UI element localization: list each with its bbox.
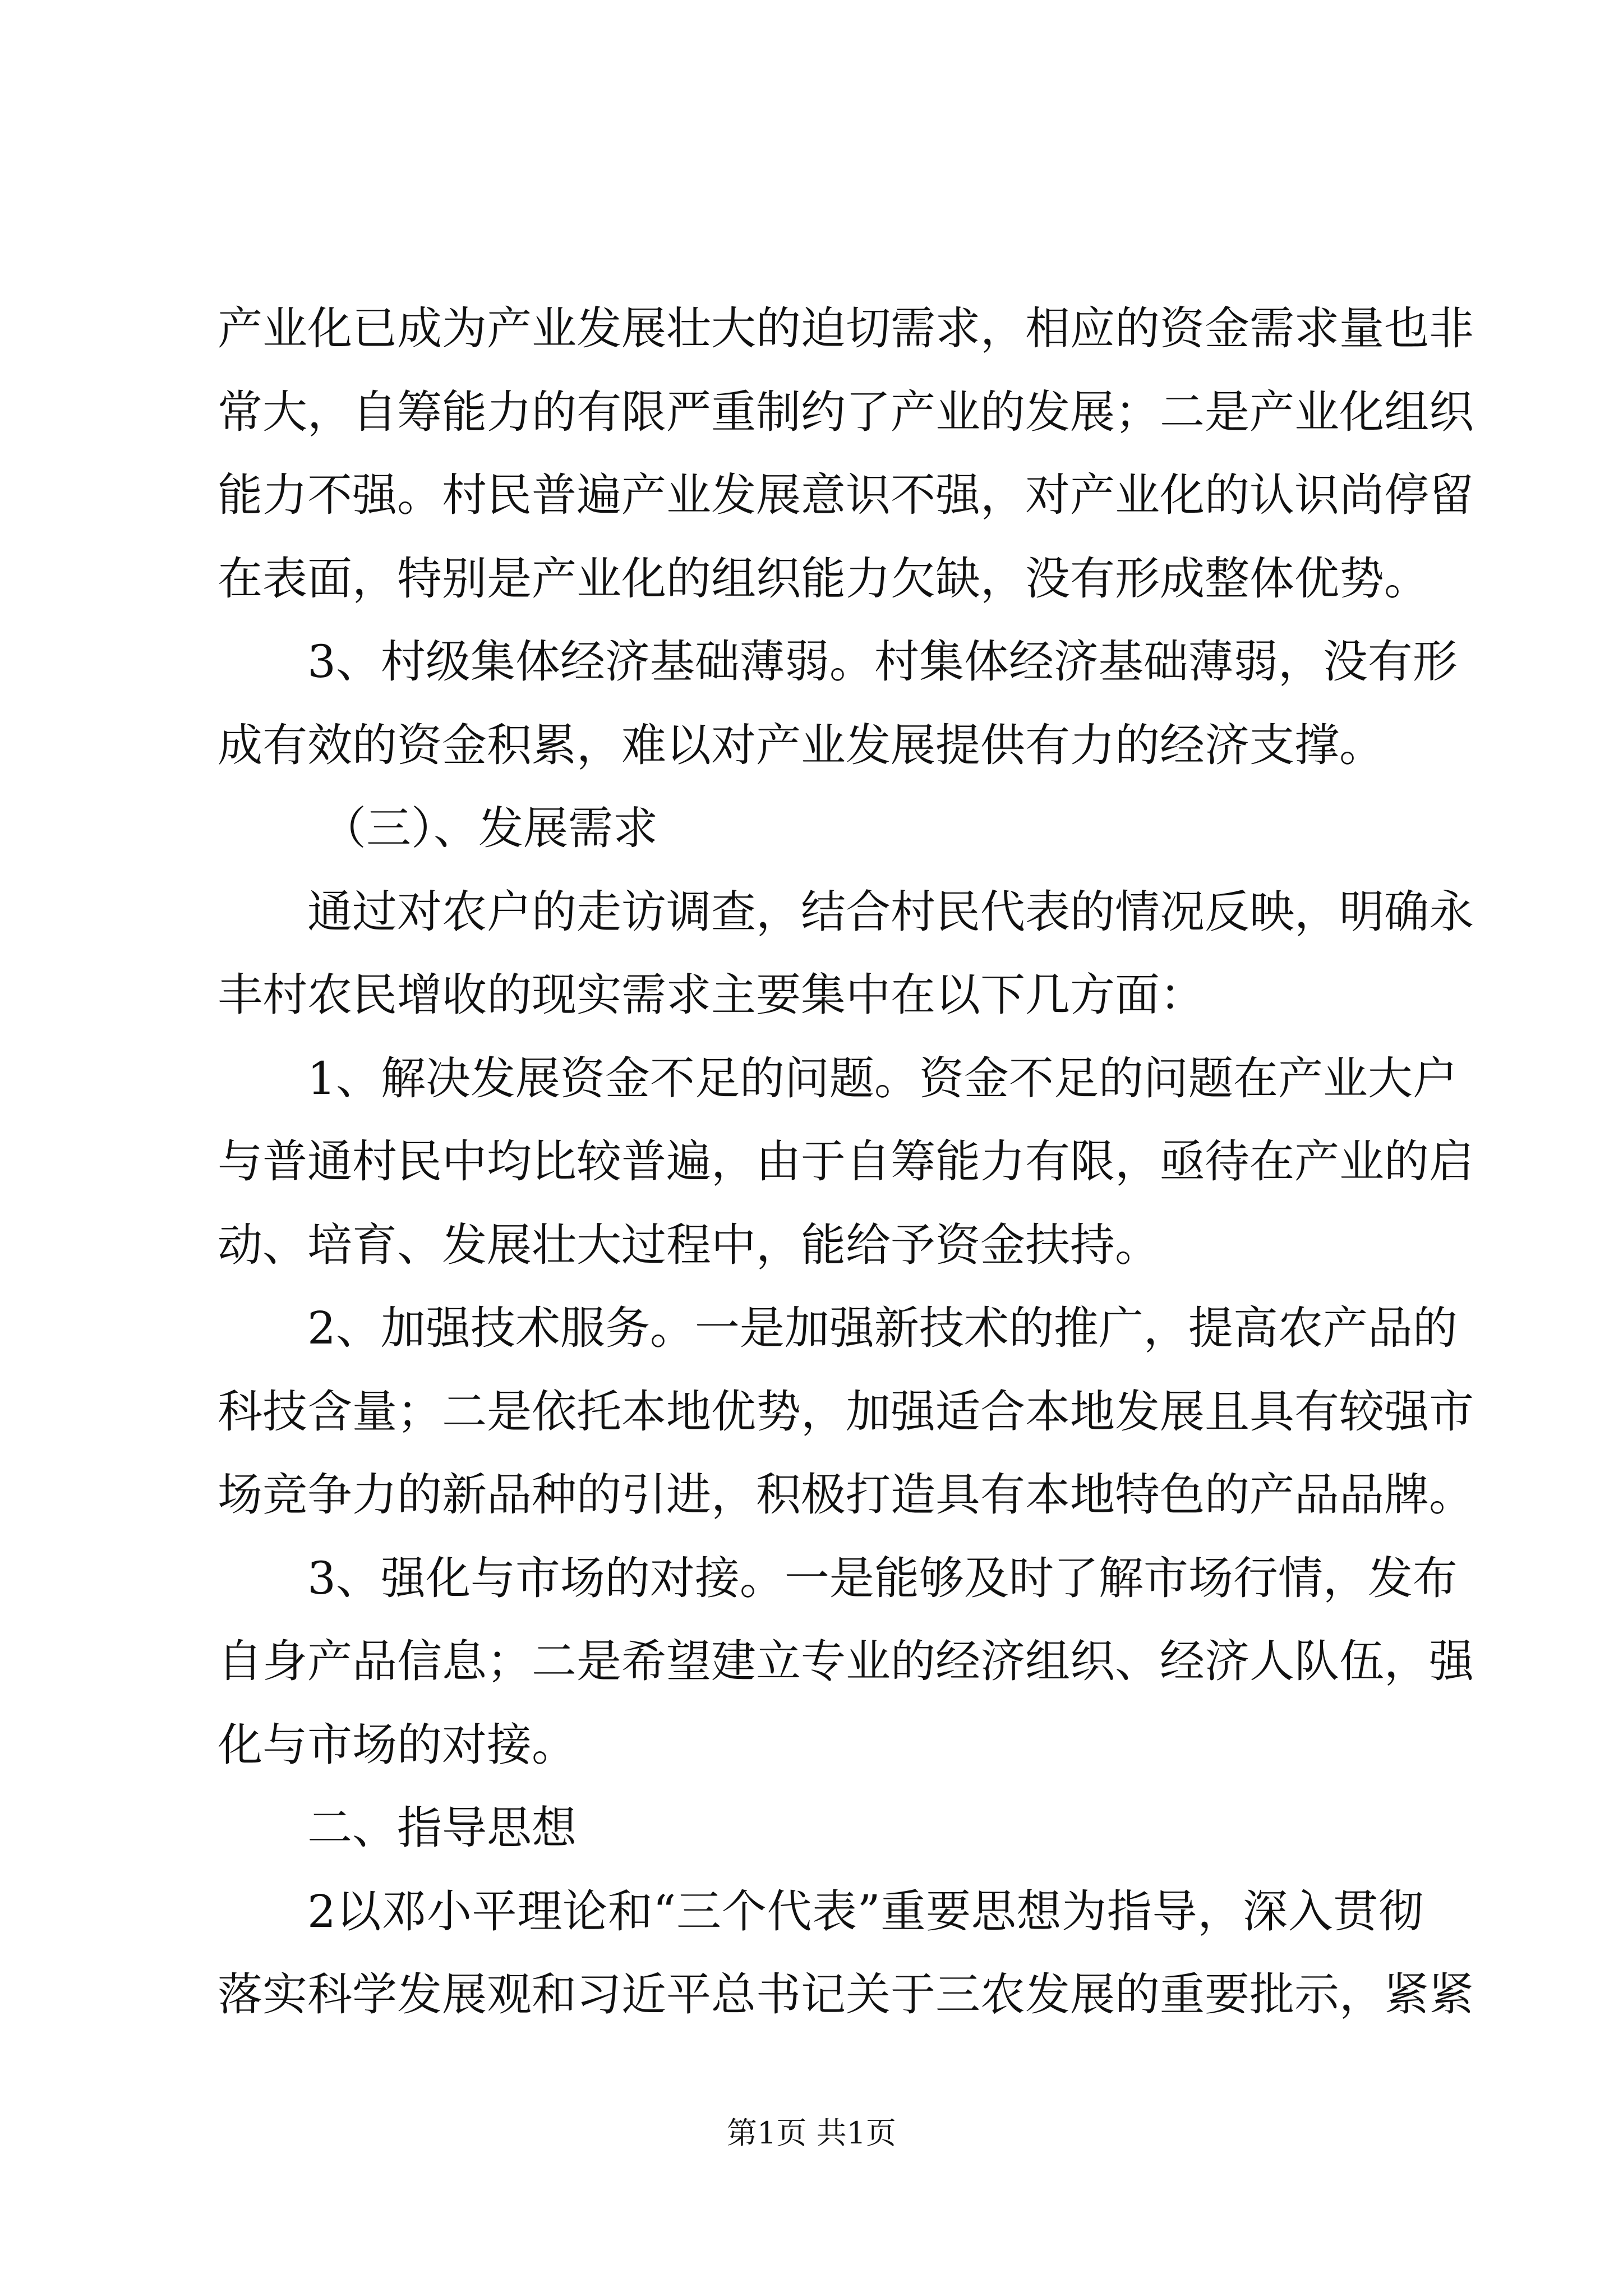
body-line: 与普通村民中均比较普遍，由于自筹能力有限，亟待在产业的启 bbox=[218, 1135, 1474, 1188]
body-line: 3、强化与市场的对接。一是能够及时了解市场行情，发布 bbox=[307, 1552, 1458, 1604]
section-heading: （三）、发展需求 bbox=[321, 802, 658, 854]
body-line: 1、解决发展资金不足的问题。资金不足的问题在产业大户 bbox=[307, 1052, 1458, 1105]
body-line: 成有效的资金积累，难以对产业发展提供有力的经济支撑。 bbox=[218, 719, 1384, 771]
body-line: 科技含量；二是依托本地优势，加强适合本地发展且具有较强市 bbox=[218, 1385, 1474, 1438]
body-line: 通过对农户的走访调查，结合村民代表的情况反映，明确永 bbox=[307, 885, 1474, 938]
document-body bbox=[218, 287, 1474, 2037]
body-line: 自身产品信息；二是希望建立专业的经济组织、经济人队伍，强 bbox=[218, 1635, 1474, 1687]
body-line: 能力不强。村民普遍产业发展意识不强，对产业化的认识尚停留 bbox=[218, 469, 1474, 521]
body-line: 动、培育、发展壮大过程中，能给予资金扶持。 bbox=[218, 1218, 1160, 1271]
body-line: 场竞争力的新品种的引进，积极打造具有本地特色的产品品牌。 bbox=[218, 1469, 1474, 1521]
body-line: 3、村级集体经济基础薄弱。村集体经济基础薄弱，没有形 bbox=[307, 636, 1458, 688]
section-heading: 二、指导思想 bbox=[307, 1802, 577, 1854]
page-footer: 第1页 共1页 bbox=[727, 2115, 896, 2151]
body-line: 丰村农民增收的现实需求主要集中在以下几方面： bbox=[218, 969, 1205, 1021]
body-line: 落实科学发展观和习近平总书记关于三农发展的重要批示，紧紧 bbox=[218, 1968, 1474, 2021]
body-line: 2、加强技术服务。一是加强新技术的推广，提高农产品的 bbox=[307, 1302, 1458, 1354]
body-line: 化与市场的对接。 bbox=[218, 1718, 577, 1771]
body-line: 产业化已成为产业发展壮大的迫切需求，相应的资金需求量也非 bbox=[218, 302, 1474, 355]
body-line: 在表面，特别是产业化的组织能力欠缺，没有形成整体优势。 bbox=[218, 552, 1429, 605]
body-line: 常大，自筹能力的有限严重制约了产业的发展；二是产业化组织 bbox=[218, 385, 1474, 438]
body-line: 2以邓小平理论和“三个代表”重要思想为指导，深入贯彻 bbox=[307, 1885, 1423, 1938]
